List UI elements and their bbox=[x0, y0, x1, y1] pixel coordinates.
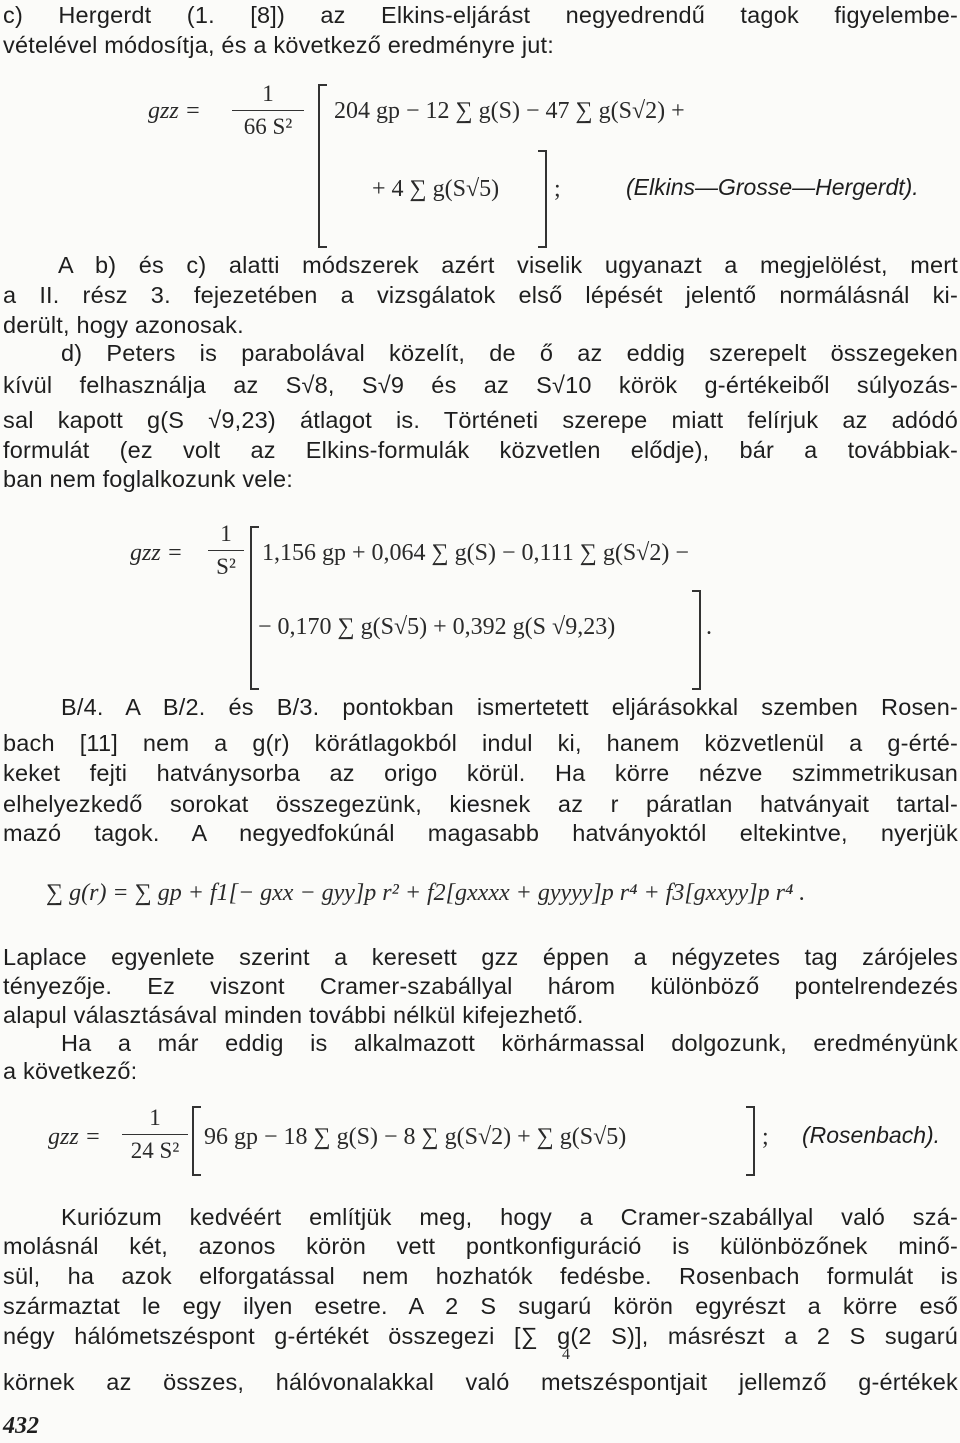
paragraph-b4-line-2: bach [11] nem a g(r) körátlagokból indul ki, hanem közvetlenül a g-érté- bbox=[3, 730, 958, 756]
paragraph-b4-line-3: keket fejti hatványsorba az origo körül. Ha körre nézve szimmetrikusan bbox=[3, 760, 958, 786]
formula-1-denominator: 66 S² bbox=[243, 114, 293, 139]
paragraph-c-line-1: c) Hergerdt (1. [8]) az Elkins-eljárást negyedrendű tagok figyelembe- bbox=[3, 2, 958, 28]
formula-4-right-bracket bbox=[746, 1106, 755, 1176]
paragraph-ab-line-1: A b) és c) alatti módszerek azért viselik ugyanazt a megjelölést, mert bbox=[58, 252, 958, 278]
formula-1-row-1: 204 gp − 12 ∑ g(S) − 47 ∑ g(S√2) + bbox=[334, 98, 685, 124]
paragraph-d-line-3: sal kapott g(S √9,23) átlagot is. Történeti szerepe miatt felírjuk az adódó bbox=[3, 407, 958, 433]
formula-1-row-2-semicolon: ; bbox=[554, 176, 561, 202]
formula-2-right-bracket bbox=[692, 590, 701, 690]
paragraph-laplace-line-2: tényezője. Ez viszont Cramer-szabállyal három különböző pontelrendezés bbox=[3, 973, 958, 999]
formula-4-denominator: 24 S² bbox=[130, 1138, 180, 1163]
paragraph-kuriozum-line-3: sül, ha azok elforgatással nem hozhatók fedésbe. Rosenbach formulát is bbox=[3, 1263, 958, 1289]
formula-4-semicolon: ; bbox=[762, 1124, 769, 1150]
paragraph-laplace-line-4: Ha a már eddig is alkalmazott körhármassal dolgozunk, eredményünk bbox=[61, 1030, 958, 1056]
formula-4-fraction bbox=[122, 1104, 188, 1165]
paragraph-d-line-1: d) Peters is parabolával közelít, de ő az eddig szerepelt összegeken bbox=[61, 340, 958, 366]
paragraph-ab-line-3: derült, hogy azonosak. bbox=[3, 312, 244, 338]
formula-2-left-bracket bbox=[250, 526, 259, 690]
fraction-bar bbox=[122, 1134, 188, 1135]
formula-3: ∑ g(r) = ∑ gp + f1[− gxx − gyy]p r² + f2[gxxxx + gyyyy]p r⁴ + f3[gxxyy]p r⁴ . bbox=[46, 880, 806, 906]
paragraph-b4-line-1: B/4. A B/2. és B/3. pontokban ismertetett eljárásokkal szemben Rosen- bbox=[61, 694, 958, 720]
paragraph-laplace-line-5: a következő: bbox=[3, 1058, 138, 1084]
formula-2-lhs: gzz = bbox=[130, 540, 183, 566]
paragraph-kuriozum-line-2: molásnál két, azonos körön vett pontkonfiguráció is különbözőnek minő- bbox=[3, 1233, 958, 1259]
paragraph-kuriozum-line-4: származtat le egy ilyen esetre. A 2 S sugarú körön egyrészt a körre eső bbox=[3, 1293, 958, 1319]
formula-2-denominator: S² bbox=[216, 554, 236, 579]
formula-4-numerator: 1 bbox=[149, 1105, 161, 1130]
fraction-bar bbox=[232, 110, 304, 111]
paragraph-kuriozum-line-5: négy hálómetszéspont g-értékét összegezi [∑ g(2 S)], másrészt a 2 S sugarú bbox=[3, 1323, 958, 1349]
formula-4-tag: (Rosenbach). bbox=[802, 1122, 941, 1148]
paragraph-d-line-4: formulát (ez volt az Elkins-formulák közvetlen elődje), bár a továbbiak- bbox=[3, 437, 958, 463]
paragraph-laplace-line-1: Laplace egyenlete szerint a keresett gzz éppen a négyzetes tag zárójeles bbox=[3, 944, 958, 970]
formula-1-right-bracket bbox=[538, 150, 547, 248]
paragraph-d-line-5: ban nem foglalkozunk vele: bbox=[3, 466, 293, 492]
page-number: 432 bbox=[3, 1413, 39, 1439]
formula-4-left-bracket bbox=[192, 1106, 201, 1176]
paragraph-b4-line-4: elhelyezkedő sorokat összegezünk, kiesnek az r páratlan hatványait tartal- bbox=[3, 791, 958, 817]
paragraph-kuriozum-line-6: körnek az összes, hálóvonalakkal való metszéspontjait jellemző g-értékek bbox=[3, 1369, 958, 1395]
sum-subscript: 4 bbox=[562, 1346, 570, 1363]
formula-2-row-2-period: . bbox=[706, 614, 712, 640]
formula-1-numerator: 1 bbox=[262, 81, 274, 106]
paragraph-d-line-2: kívül felhasználja az S√8, S√9 és az S√10 körök g-értékeiből súlyozás- bbox=[3, 372, 958, 398]
paragraph-kuriozum-line-1: Kuriózum kedvéért említjük meg, hogy a Cramer-szabállyal való szá- bbox=[61, 1204, 958, 1230]
paragraph-b4-line-5: mazó tagok. A negyedfokúnál magasabb hatványoktól eltekintve, nyerjük bbox=[3, 820, 958, 846]
formula-2-fraction bbox=[208, 520, 244, 581]
formula-1-row-2: + 4 ∑ g(S√5) bbox=[372, 176, 500, 202]
paragraph-ab-line-2: a II. rész 3. fejezetében a vizsgálatok első lépését jelentő normálásnál ki- bbox=[3, 282, 958, 308]
formula-1-fraction bbox=[232, 80, 304, 141]
paragraph-c-line-2: vételével módosítja, és a következő eredményre jut: bbox=[3, 32, 554, 58]
formula-4-row-1: 96 gp − 18 ∑ g(S) − 8 ∑ g(S√2) + ∑ g(S√5) bbox=[204, 1124, 627, 1150]
formula-2-row-2: − 0,170 ∑ g(S√5) + 0,392 g(S √9,23) bbox=[258, 614, 616, 640]
formula-2-numerator: 1 bbox=[220, 521, 232, 546]
formula-2-row-1: 1,156 gp + 0,064 ∑ g(S) − 0,111 ∑ g(S√2) − bbox=[262, 540, 689, 566]
paragraph-laplace-line-3: alapul választásával minden további nélkül kifejezhető. bbox=[3, 1002, 584, 1028]
formula-4-lhs: gzz = bbox=[48, 1124, 101, 1150]
formula-1-lhs: gzz = bbox=[148, 98, 201, 124]
formula-1-left-bracket bbox=[318, 84, 327, 248]
formula-1-tag: (Elkins—Grosse—Hergerdt). bbox=[626, 174, 919, 200]
fraction-bar bbox=[208, 550, 244, 551]
